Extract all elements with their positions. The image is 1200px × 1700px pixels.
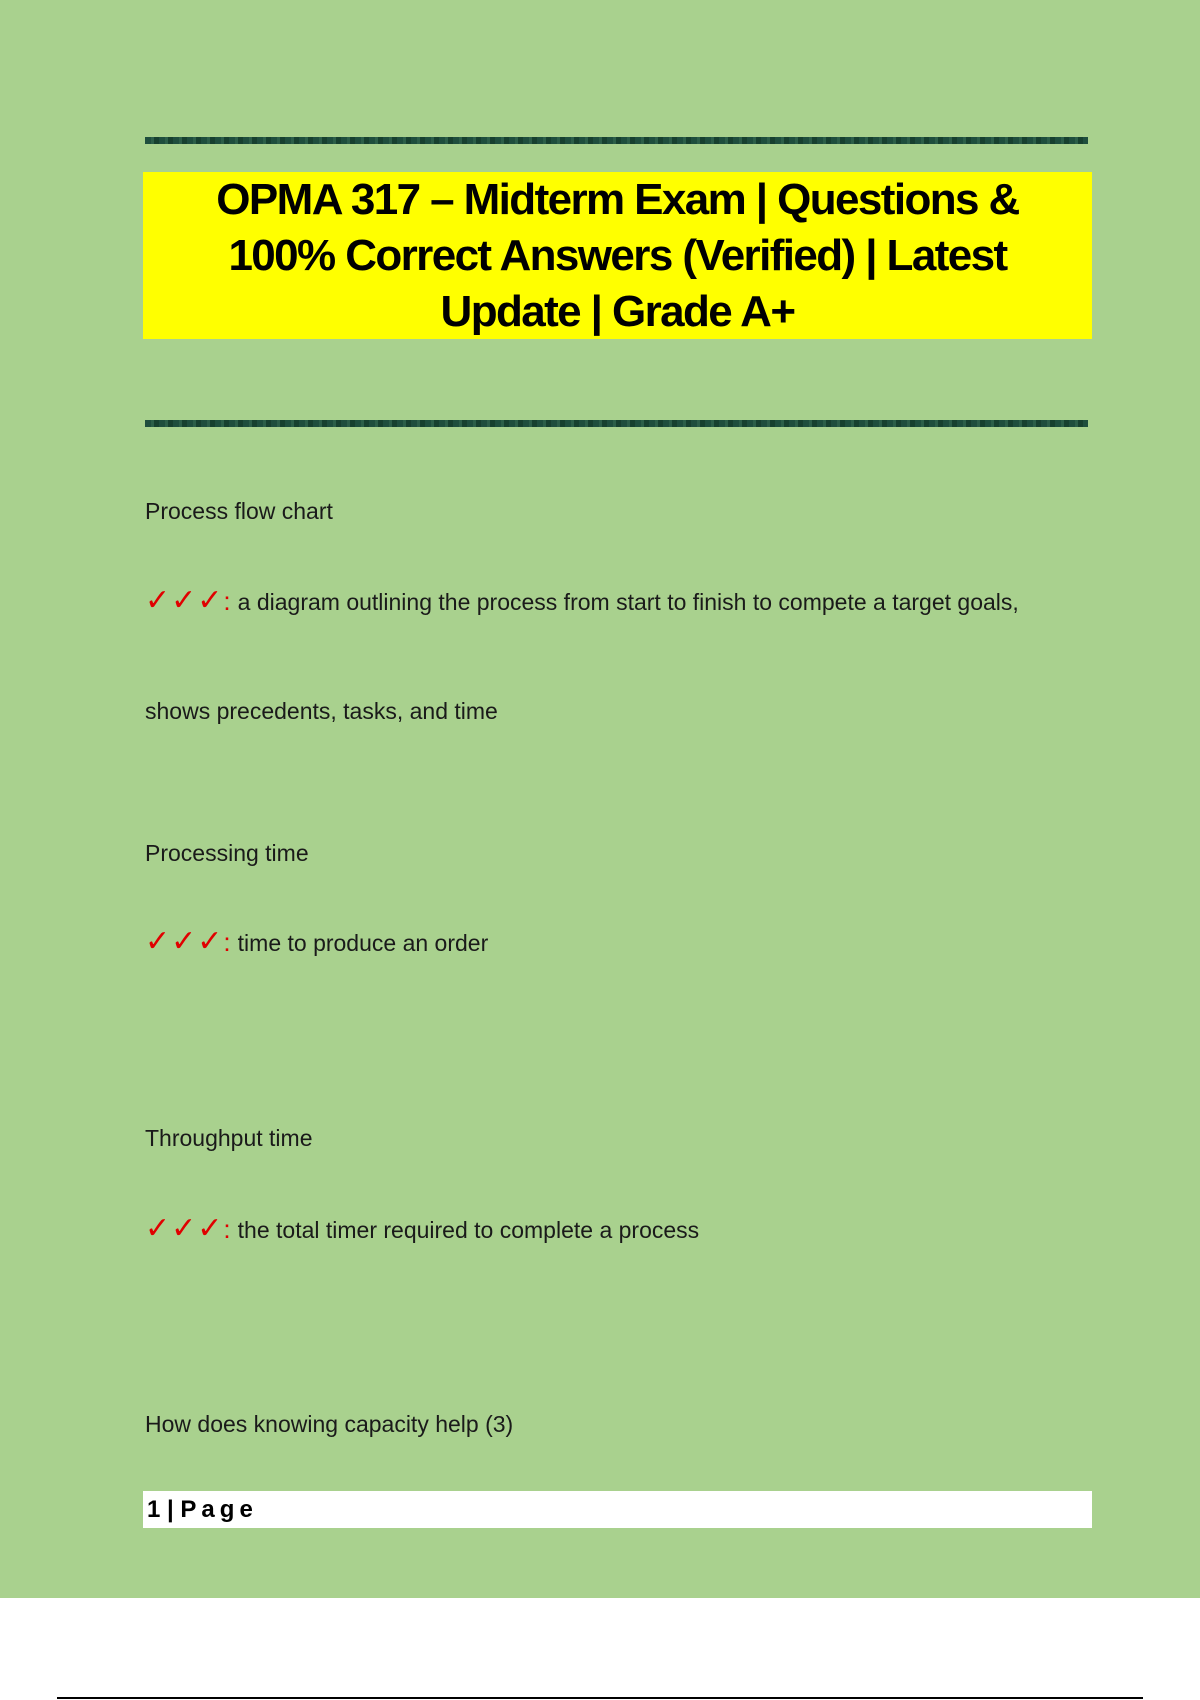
checkmark-icon: ✓✓✓ [145, 924, 224, 959]
page-separator: | [167, 1495, 174, 1523]
question-4: How does knowing capacity help (3) [145, 1411, 514, 1437]
answer-1-continuation: shows precedents, tasks, and time [145, 698, 498, 724]
answer-separator: : [223, 586, 231, 616]
checkmark-icon: ✓✓✓ [145, 1211, 224, 1246]
answer-separator: : [223, 927, 231, 957]
answer-3-text: the total timer required to complete a process [237, 1217, 700, 1243]
question-2: Processing time [145, 840, 309, 866]
answer-separator: : [223, 1214, 231, 1244]
answer-2 [145, 924, 488, 959]
answer-2-text: time to produce an order [237, 930, 489, 956]
bottom-divider [145, 420, 1088, 427]
page-footer [143, 1491, 1092, 1528]
title-highlight [143, 172, 1092, 339]
document-title: OPMA 317 – Midterm Exam | Questions & 100% Correct Answers (Verified) | Latest Update | Grade A+ [216, 174, 1019, 336]
answer-1-text: a diagram outlining the process from start to finish to compete a target goals, [237, 589, 1019, 615]
question-3: Throughput time [145, 1125, 313, 1151]
answer-3 [145, 1211, 699, 1246]
answer-1 [145, 583, 1019, 618]
page-label: Page [180, 1495, 258, 1523]
top-divider [145, 137, 1088, 144]
question-1: Process flow chart [145, 498, 333, 524]
page-number: 1 [147, 1495, 161, 1523]
checkmark-icon: ✓✓✓ [145, 583, 224, 618]
page-number-label [143, 1496, 258, 1524]
next-page-top-rule [57, 1697, 1143, 1699]
